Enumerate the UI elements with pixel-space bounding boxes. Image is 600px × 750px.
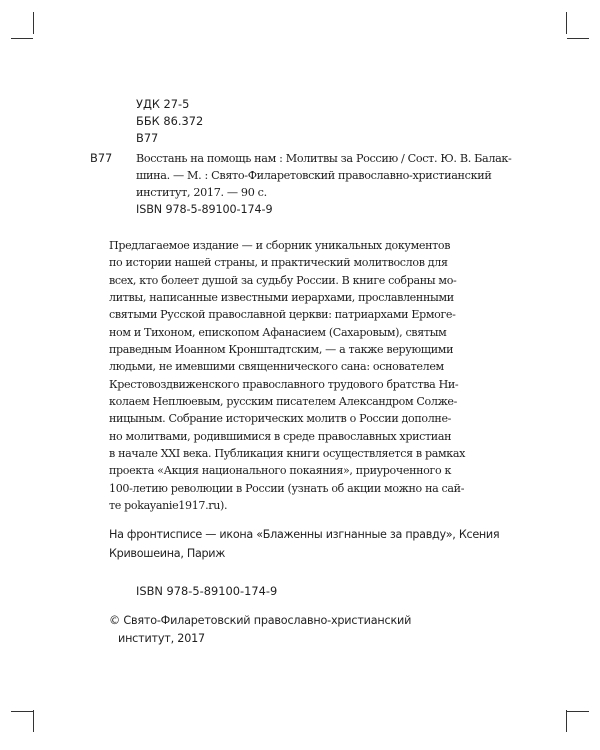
annotation-line: проекта «Акция национального покаяния», приуроченного к — [109, 464, 452, 478]
catalog-line: институт, 2017. — 90 с. — [136, 186, 267, 199]
annotation-line: 100-летию революции в России (узнать об акции можно на сай- — [109, 481, 465, 495]
crop-mark-top-left — [33, 12, 34, 34]
annotation-line: но молитвами, родившимися в среде православных христиан — [109, 429, 452, 443]
copyright-line: © Свято-Филаретовский православно-христианский — [109, 614, 412, 627]
annotation-line: ницыным. Собрание исторических молитв о России дополне- — [109, 412, 452, 426]
annotation-line: святыми Русской православной церкви: патриархами Ермоге- — [109, 308, 456, 322]
classification-codes — [136, 96, 203, 147]
frontispiece-note — [109, 525, 499, 563]
annotation-line: те pokayanie1917.ru). — [109, 499, 228, 513]
catalog-isbn: ISBN 978-5-89100-174-9 — [136, 203, 273, 216]
annotation-line: по истории нашей страны, и практический молитвослов для — [109, 256, 448, 270]
annotation-line: Предлагаемое издание — и сборник уникальных документов — [109, 239, 451, 252]
crop-mark-bottom-right — [566, 710, 567, 732]
annotation-line: Крестовоздвиженского православного трудового братства Ни- — [109, 377, 459, 391]
frontispiece-line: На фронтисписе — икона «Блаженны изгнанные за правду», Ксения — [109, 528, 500, 541]
crop-mark-bottom-right-h — [567, 711, 589, 712]
annotation-line: колаем Неплюевым, русским писателем Александром Солже- — [109, 395, 458, 409]
annotation-line: ном и Тихоном, епископом Афанасием (Сахаровым), святым — [109, 325, 447, 339]
annotation-paragraph — [109, 237, 499, 515]
copyright-line: институт, 2017 — [118, 632, 205, 645]
catalog-code: В77 — [90, 151, 113, 165]
bbk-code: ББК 86.372 — [136, 114, 204, 128]
annotation-line: людьми, не имевшими священнического сана: основателем — [109, 360, 444, 374]
crop-mark-top-right-h — [567, 38, 589, 39]
annotation-line: литвы, написанные известными иерархами, прославленными — [109, 291, 454, 305]
crop-mark-top-right — [566, 12, 567, 34]
frontispiece-line: Кривошеина, Париж — [109, 547, 226, 560]
copyright-notice — [109, 612, 411, 648]
crop-mark-bottom-left-h — [11, 711, 33, 712]
catalog-entry — [136, 150, 512, 218]
annotation-line: всех, кто болеет душой за судьбу России. В книге собраны мо- — [109, 273, 457, 287]
author-mark: В77 — [136, 131, 159, 145]
isbn: ISBN 978-5-89100-174-9 — [136, 584, 278, 598]
annotation-line: в начале XXI века. Публикация книги осуществляется в рамках — [109, 447, 466, 461]
annotation-line: праведным Иоанном Кронштадтским, — а также верующими — [109, 343, 454, 357]
crop-mark-bottom-left — [33, 710, 34, 732]
udk-code: УДК 27-5 — [136, 97, 190, 111]
catalog-line: шина. — М. : Свято-Филаретовский православно-христианский — [136, 169, 492, 182]
catalog-line: Восстань на помощь нам : Молитвы за Россию / Сост. Ю. В. Балак- — [136, 152, 512, 165]
crop-mark-top-left-h — [11, 38, 33, 39]
